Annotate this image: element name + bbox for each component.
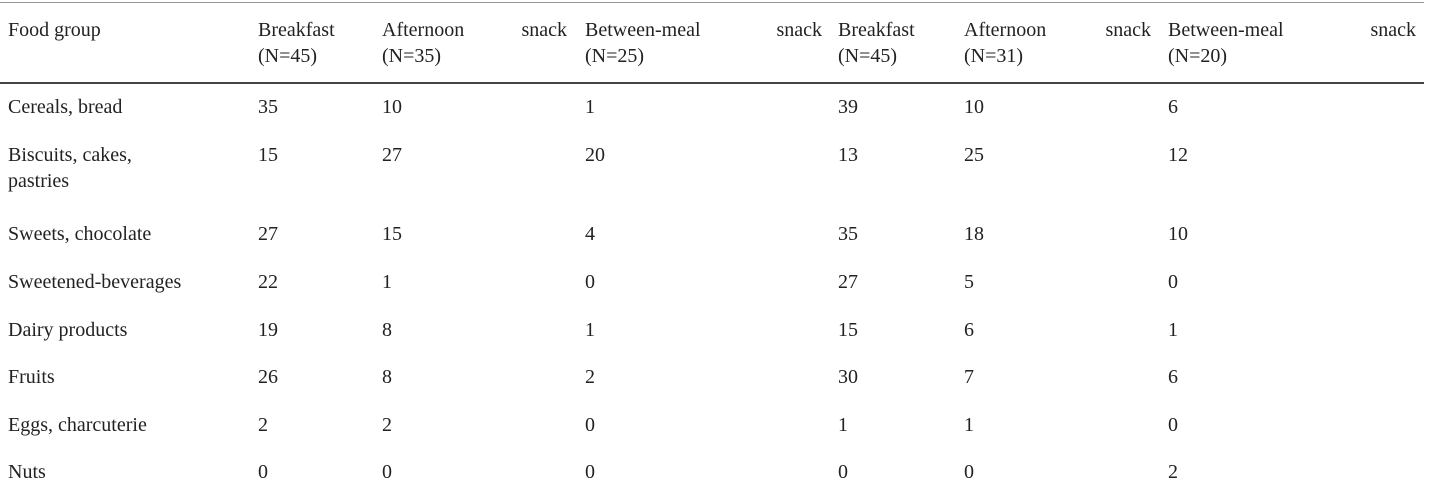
table-cell: 1 [585, 96, 595, 118]
table-cell: 5 [964, 271, 974, 293]
row-label-text: Sweetened-beverages [8, 271, 182, 293]
table-cell: 10 [964, 96, 984, 118]
table-cell: 22 [258, 271, 278, 293]
table-cell: 2 [382, 414, 392, 436]
table-cell: 15 [838, 319, 858, 341]
table-cell: 6 [1168, 96, 1178, 118]
header-n: (N=45) [838, 45, 898, 67]
table-cell: 1 [1168, 319, 1178, 341]
header-afternoon-snack-1 [382, 17, 567, 69]
header-line [382, 17, 567, 43]
table-cell: 8 [382, 319, 392, 341]
row-label-text: Dairy products [8, 319, 128, 341]
header-word: Afternoon [964, 19, 1047, 41]
table-cell: 10 [1168, 223, 1188, 245]
header-n: (N=31) [964, 45, 1024, 67]
header-word: Between-meal [1168, 19, 1284, 41]
row-label [8, 459, 46, 485]
header-n: (N=20) [1168, 45, 1228, 67]
header-food-group [8, 17, 101, 43]
table-top-rule [0, 2, 1424, 3]
header-between-meal-snack-1 [585, 17, 822, 69]
table-cell: 0 [964, 461, 974, 483]
table-cell: 1 [838, 414, 848, 436]
header-word: Between-meal [585, 19, 701, 41]
table-cell: 0 [258, 461, 268, 483]
header-afternoon-snack-2 [964, 17, 1151, 69]
table-cell: 20 [585, 144, 605, 166]
table-cell: 15 [382, 223, 402, 245]
table-cell: 2 [585, 366, 595, 388]
table-cell: 0 [838, 461, 848, 483]
table-cell: 12 [1168, 144, 1188, 166]
table-cell: 18 [964, 223, 984, 245]
table-cell: 35 [258, 96, 278, 118]
row-label-text: Sweets, chocolate [8, 223, 152, 245]
header-text: Breakfast [838, 19, 915, 41]
table-cell: 4 [585, 223, 595, 245]
row-label [8, 364, 55, 390]
table-cell: 2 [258, 414, 268, 436]
row-label-text: Cereals, bread [8, 96, 123, 118]
table-cell: 26 [258, 366, 278, 388]
row-label-text: Fruits [8, 366, 55, 388]
table-cell: 7 [964, 366, 974, 388]
row-label [8, 317, 127, 343]
row-label-text: Biscuits, cakes, [8, 144, 132, 166]
table-cell: 1 [964, 414, 974, 436]
table-cell: 6 [1168, 366, 1178, 388]
header-breakfast-1 [258, 17, 364, 69]
header-n: (N=35) [382, 45, 442, 67]
table-cell: 13 [838, 144, 858, 166]
table-cell: 0 [585, 414, 595, 436]
table-cell: 0 [1168, 414, 1178, 436]
table-cell: 27 [382, 144, 402, 166]
table-cell: 1 [585, 319, 595, 341]
table-cell: 6 [964, 319, 974, 341]
header-text: Food group [8, 19, 101, 41]
row-label [8, 142, 132, 194]
header-n: (N=25) [585, 45, 645, 67]
header-word: snack [776, 19, 822, 41]
header-n: (N=45) [258, 45, 318, 67]
table-cell: 27 [258, 223, 278, 245]
row-label [8, 269, 181, 295]
header-word: snack [1105, 19, 1151, 41]
table-cell: 35 [838, 223, 858, 245]
table-cell: 8 [382, 366, 392, 388]
header-word: Afternoon [382, 19, 465, 41]
table-cell: 19 [258, 319, 278, 341]
row-label-text: Nuts [8, 461, 46, 483]
header-rule [0, 82, 1424, 84]
table-cell: 0 [585, 461, 595, 483]
table-cell: 1 [382, 271, 392, 293]
table-cell: 39 [838, 96, 858, 118]
row-label [8, 221, 151, 247]
header-line [585, 17, 822, 43]
table-cell: 2 [1168, 461, 1178, 483]
header-word: snack [521, 19, 567, 41]
table-cell: 0 [585, 271, 595, 293]
row-label [8, 412, 147, 438]
table-cell: 30 [838, 366, 858, 388]
row-label-text: pastries [8, 170, 70, 192]
header-line [964, 17, 1151, 43]
row-label [8, 94, 122, 120]
row-label-text: Eggs, charcuterie [8, 414, 147, 436]
table-cell: 0 [1168, 271, 1178, 293]
header-word: snack [1370, 19, 1416, 41]
header-line [1168, 17, 1416, 43]
table-cell: 25 [964, 144, 984, 166]
table-cell: 0 [382, 461, 392, 483]
table-cell: 27 [838, 271, 858, 293]
table-cell: 15 [258, 144, 278, 166]
header-between-meal-snack-2 [1168, 17, 1416, 69]
header-breakfast-2 [838, 17, 944, 69]
header-text: Breakfast [258, 19, 335, 41]
table-cell: 10 [382, 96, 402, 118]
